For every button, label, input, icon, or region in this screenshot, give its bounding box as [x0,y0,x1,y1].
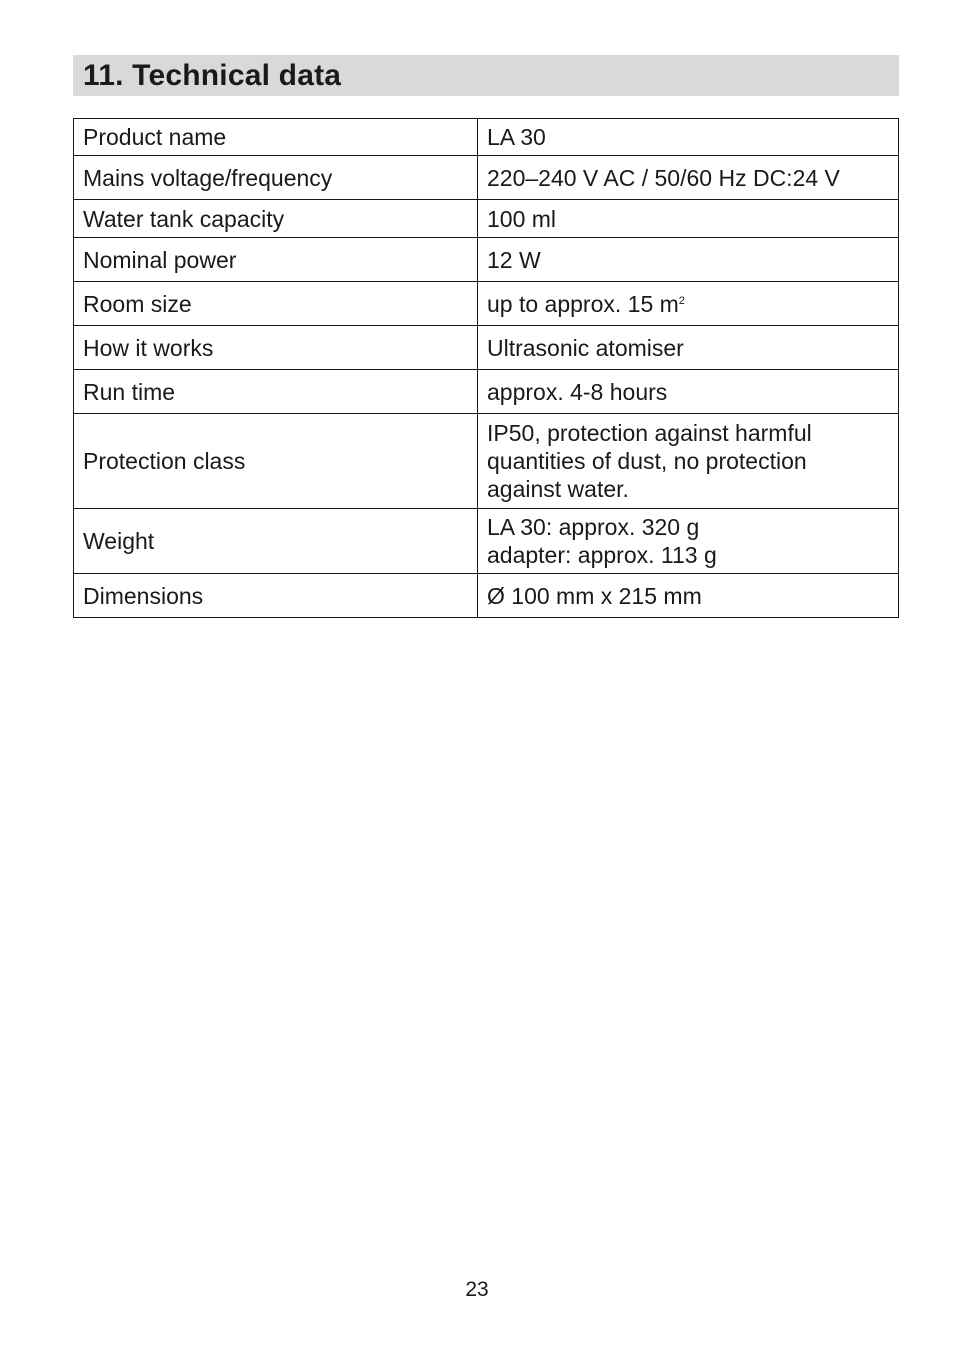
table-row [74,509,899,574]
table-row [74,200,899,238]
row-value: 12 W [478,238,899,282]
page-number: 23 [465,1278,489,1301]
row-label: Weight [74,509,478,574]
row-value: approx. 4-8 hours [478,370,899,414]
row-value: LA 30 [478,119,899,156]
table-row [74,414,899,509]
superscript: 2 [678,294,685,307]
value-line: IP50, protection against harmful [487,420,812,446]
section-title: 11. Technical data [83,58,342,92]
row-value [478,414,899,509]
row-label: How it works [74,326,478,370]
row-label: Mains voltage/frequency [74,156,478,200]
row-value [478,282,899,326]
row-label: Nominal power [74,238,478,282]
value-line: adapter: approx. 113 g [487,542,717,568]
row-value: Ø 100 mm x 215 mm [478,574,899,618]
row-value: Ultrasonic atomiser [478,326,899,370]
table-row [74,370,899,414]
room-size-value: up to approx. 15 m [487,290,679,317]
row-value [478,509,899,574]
section-header [73,55,899,96]
row-label: Product name [74,119,478,156]
row-value: 220–240 V AC / 50/60 Hz DC:24 V [478,156,899,200]
value-line: LA 30: approx. 320 g [487,514,700,540]
value-line: against water. [487,476,629,502]
row-label: Protection class [74,414,478,509]
row-label: Water tank capacity [74,200,478,238]
row-label: Run time [74,370,478,414]
technical-data-table [73,118,899,618]
row-label: Dimensions [74,574,478,618]
table-row [74,238,899,282]
table-row [74,156,899,200]
row-value: 100 ml [478,200,899,238]
table-row [74,326,899,370]
table-row [74,119,899,156]
row-label: Room size [74,282,478,326]
table-row [74,282,899,326]
value-line: quantities of dust, no protection [487,448,807,474]
table-row [74,574,899,618]
